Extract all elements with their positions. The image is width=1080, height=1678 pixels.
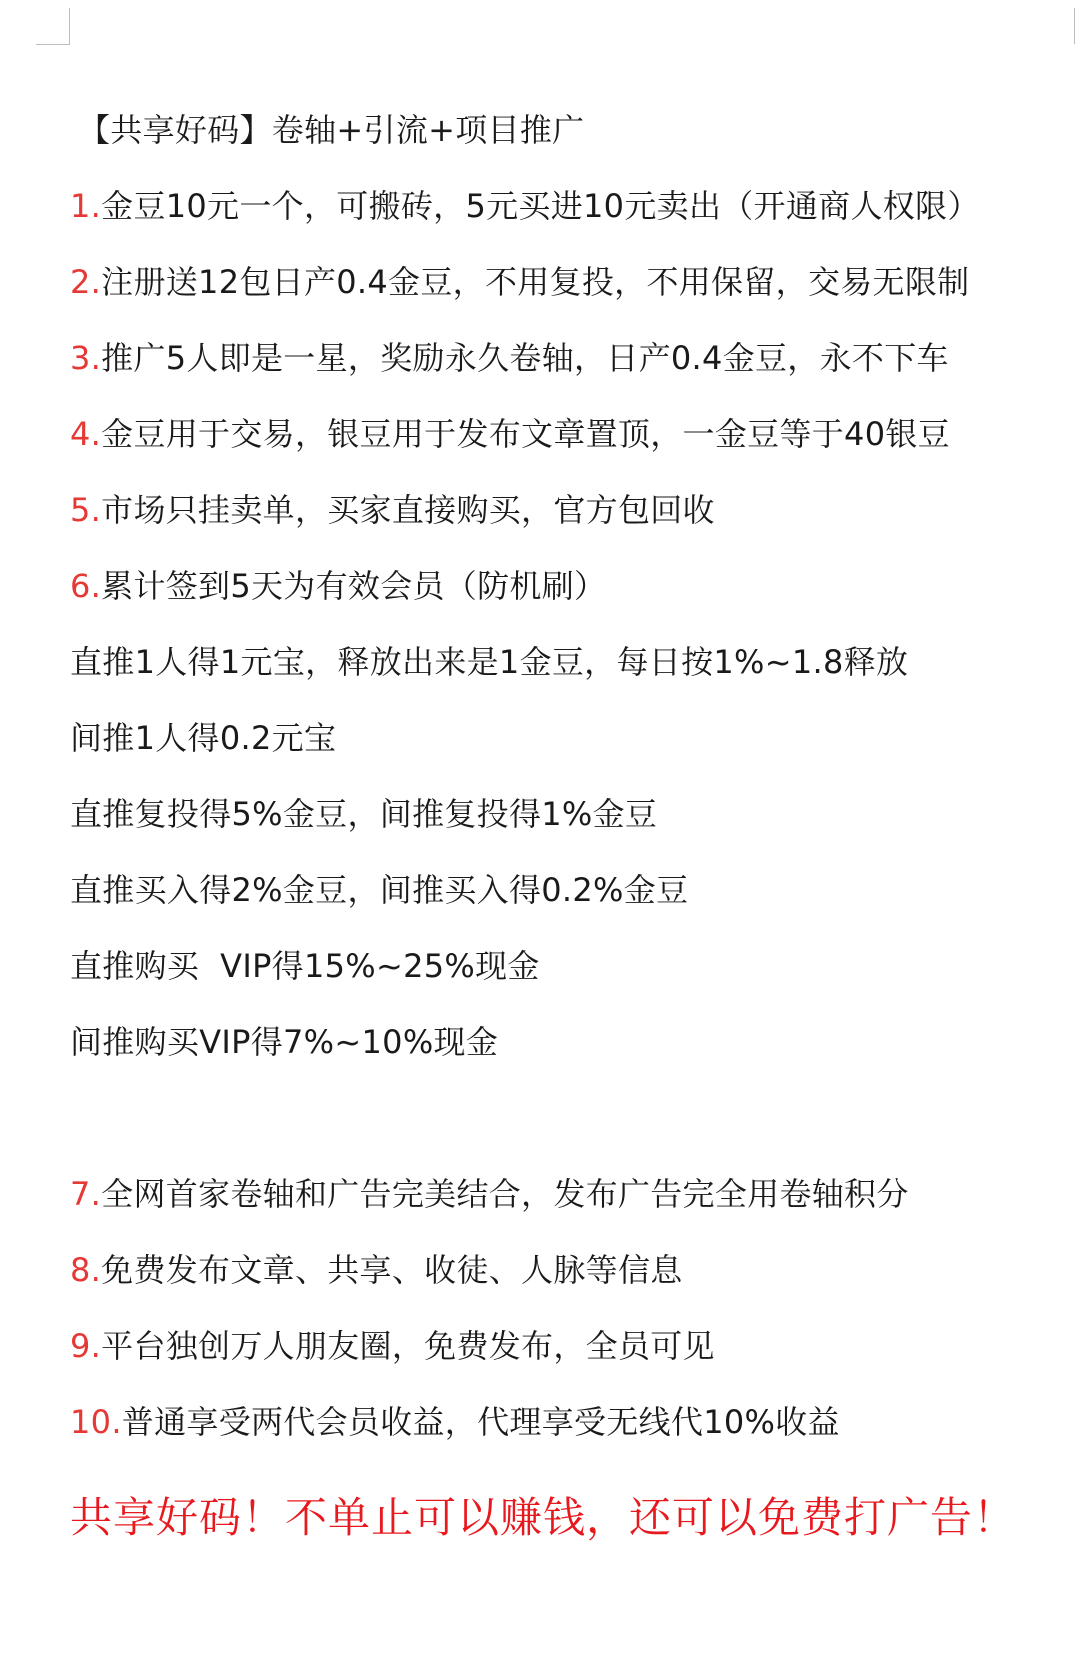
list-item bbox=[70, 1384, 1060, 1460]
document-body bbox=[70, 92, 1060, 1460]
list-item bbox=[70, 396, 1060, 472]
reward-line: 直推复投得5%金豆，间推复投得1%金豆 bbox=[70, 795, 658, 833]
item-number: 2. bbox=[70, 263, 102, 301]
item-number: 6. bbox=[70, 567, 102, 605]
item-number: 7. bbox=[70, 1175, 102, 1213]
item-number: 10. bbox=[70, 1403, 122, 1441]
document-title: 【共享好码】卷轴+引流+项目推广 bbox=[78, 111, 585, 149]
list-item bbox=[70, 168, 1060, 244]
item-text: 推广5人即是一星，奖励永久卷轴，日产0.4金豆，永不下车 bbox=[101, 339, 949, 377]
list-item bbox=[70, 1232, 1060, 1308]
item-text: 金豆10元一个，可搬砖，5元买进10元卖出（开通商人权限） bbox=[101, 187, 980, 225]
list-item bbox=[70, 548, 1060, 624]
item-number: 1. bbox=[70, 187, 102, 225]
list-item bbox=[70, 320, 1060, 396]
item-number: 9. bbox=[70, 1327, 102, 1365]
item-number: 3. bbox=[70, 339, 102, 377]
reward-line: 直推1人得1元宝，释放出来是1金豆，每日按1%~1.8释放 bbox=[70, 643, 909, 681]
list-item bbox=[70, 1156, 1060, 1232]
slogan: 共享好码！不单止可以赚钱，还可以免费打广告！ bbox=[70, 1493, 1017, 1542]
list-item bbox=[70, 1308, 1060, 1384]
item-text: 市场只挂卖单，买家直接购买，官方包回收 bbox=[101, 491, 715, 529]
reward-line: 直推购买 VIP得15%~25%现金 bbox=[70, 947, 540, 985]
list-item bbox=[70, 472, 1060, 548]
item-text: 金豆用于交易，银豆用于发布文章置顶，一金豆等于40银豆 bbox=[101, 415, 950, 453]
item-number: 4. bbox=[70, 415, 102, 453]
item-text: 累计签到5天为有效会员（防机刷） bbox=[101, 567, 607, 605]
reward-line: 间推1人得0.2元宝 bbox=[70, 719, 337, 757]
crop-mark-top-right bbox=[1074, 8, 1076, 44]
item-text: 注册送12包日产0.4金豆，不用复投，不用保留，交易无限制 bbox=[101, 263, 970, 301]
item-text: 全网首家卷轴和广告完美结合，发布广告完全用卷轴积分 bbox=[101, 1175, 909, 1213]
item-text: 平台独创万人朋友圈，免费发布，全员可见 bbox=[101, 1327, 715, 1365]
item-number: 8. bbox=[70, 1251, 102, 1289]
list-item bbox=[70, 244, 1060, 320]
item-number: 5. bbox=[70, 491, 102, 529]
reward-line: 直推买入得2%金豆，间推买入得0.2%金豆 bbox=[70, 871, 689, 909]
reward-line: 间推购买VIP得7%~10%现金 bbox=[70, 1023, 499, 1061]
blank-gap bbox=[70, 1080, 1060, 1156]
item-text: 免费发布文章、共享、收徒、人脉等信息 bbox=[101, 1251, 683, 1289]
item-text: 普通享受两代会员收益，代理享受无线代10%收益 bbox=[121, 1403, 840, 1441]
crop-mark-top-left bbox=[36, 8, 70, 45]
